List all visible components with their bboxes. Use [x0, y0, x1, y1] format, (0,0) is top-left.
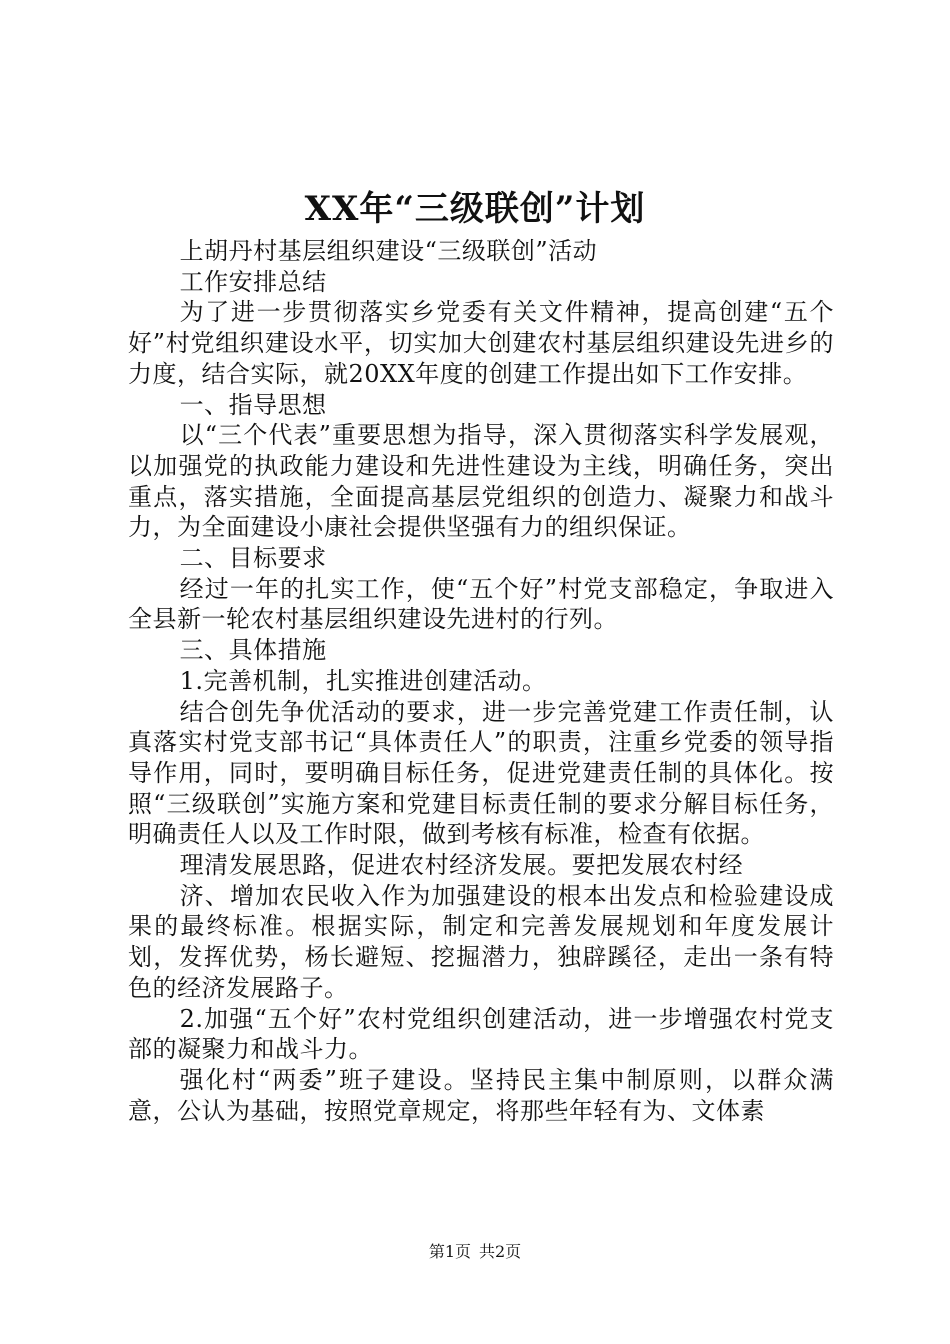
- paragraph: 理清发展思路，促进农村经济发展。要把发展农村经: [179, 851, 744, 880]
- paragraph: 结合创先争优活动的要求，进一步完善党建工作责任制，认真落实村党支部书记“具体责任人”的职责，注重乡党委的领导指导作用，同时，要明确目标任务，促进党建责任制的具体化。按照“三级联创”实施方案和党建目标责任制的要求分解目标任务，明确责任人以及工作时限，做到考核有标准，检查有依据。: [128, 697, 834, 849]
- paragraph: 经过一年的扎实工作，使“五个好”村党支部稳定，争取进入全县新一轮农村基层组织建设先进村的行列。: [128, 574, 834, 634]
- paragraph: 以“三个代表”重要思想为指导，深入贯彻落实科学发展观，以加强党的执政能力建设和先进性建设为主线，明确任务，突出重点，落实措施，全面提高基层党组织的创造力、凝聚力和战斗力，为全面建设小康社会提供坚强有力的组织保证。: [128, 421, 834, 542]
- paragraph: 济、增加农民收入作为加强建设的根本出发点和检验建设成果的最终标准。根据实际，制定和完善发展规划和年度发展计划，发挥优势，杨长避短、挖掘潜力，独辟蹊径，走出一条有特色的经济发展路子。: [128, 881, 834, 1002]
- subsection-heading: 1.完善机制，扎实推进创建活动。: [179, 666, 547, 695]
- section-heading: 一、指导思想: [179, 390, 327, 419]
- paragraph: 强化村“两委”班子建设。坚持民主集中制原则，以群众满意，公认为基础，按照党章规定，将那些年轻有为、文体素: [128, 1065, 834, 1125]
- section-heading: 三、具体措施: [179, 636, 327, 665]
- page-footer: [0, 1240, 950, 1264]
- paragraph: 工作安排总结: [179, 267, 327, 296]
- document-title: XX年“三级联创”计划: [304, 189, 646, 229]
- subsection-heading: 2.加强“五个好”农村党组织创建活动，进一步增强农村党支部的凝聚力和战斗力。: [128, 1004, 834, 1064]
- paragraph: 为了进一步贯彻落实乡党委有关文件精神，提高创建“五个好”村党组织建设水平，切实加大创建农村基层组织建设先进乡的力度，结合实际，就20XX年度的创建工作提出如下工作安排。: [128, 298, 834, 388]
- paragraph: 上胡丹村基层组织建设“三级联创”活动: [179, 237, 598, 265]
- section-heading: 二、目标要求: [179, 544, 327, 573]
- document-body: [128, 236, 834, 1126]
- page-total: 共2页: [479, 1242, 522, 1261]
- page-number: 第1页: [428, 1242, 471, 1261]
